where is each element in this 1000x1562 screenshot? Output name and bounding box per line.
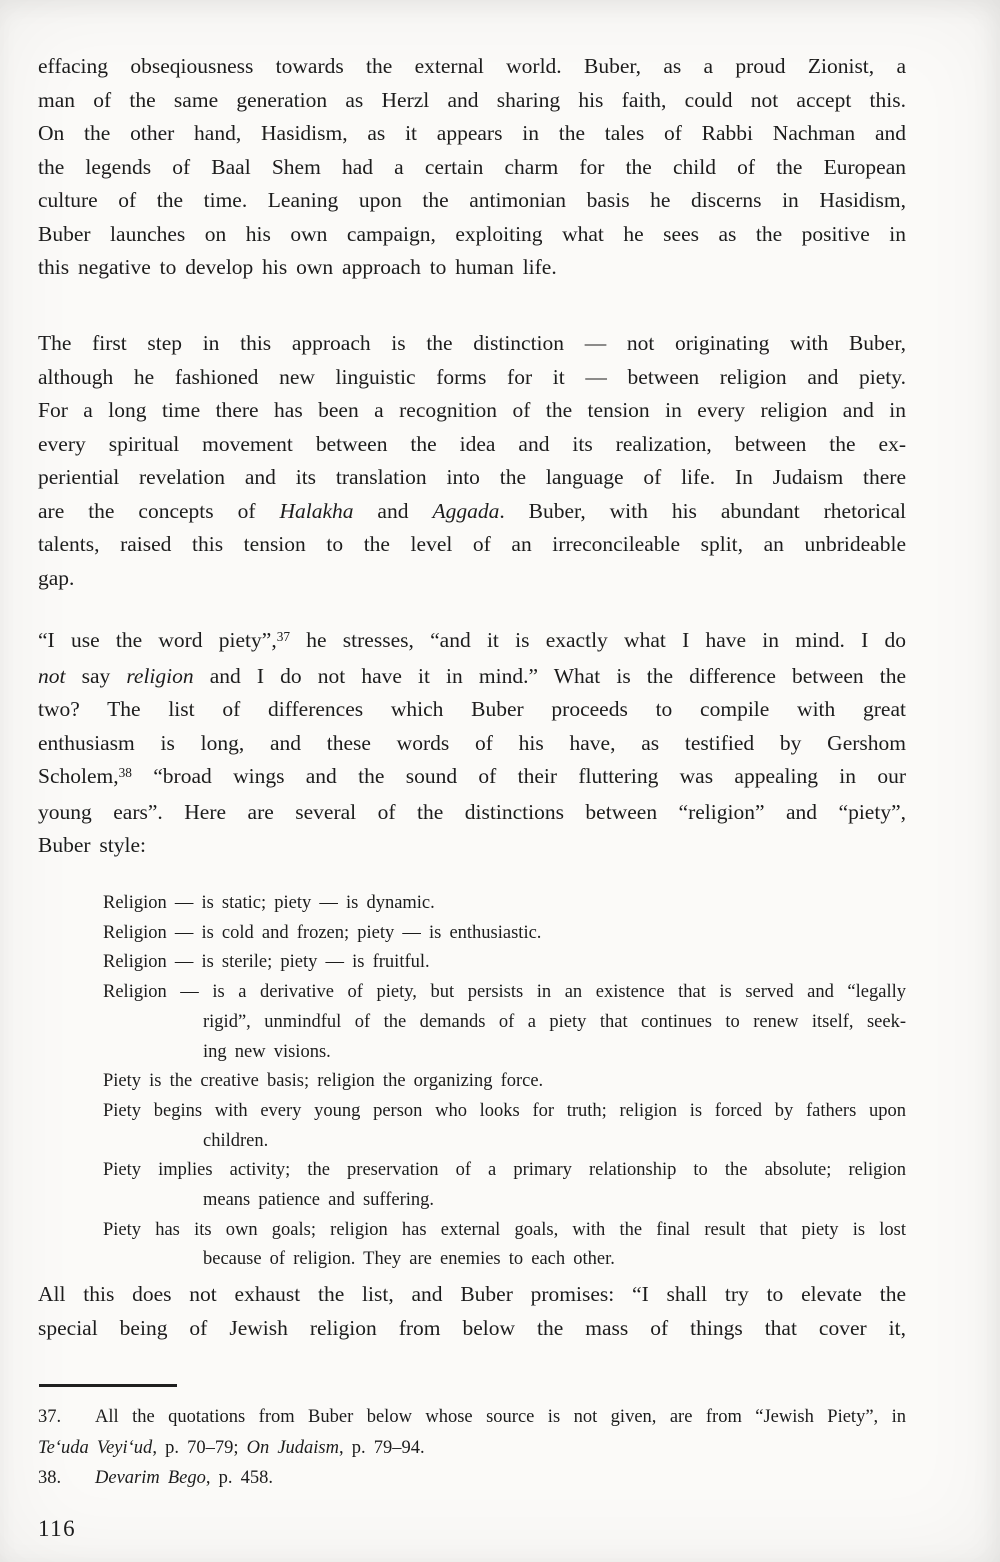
text-line: gap. bbox=[38, 565, 75, 590]
inline-text: , p. 458. bbox=[205, 1468, 273, 1488]
list-item-continuation: because of religion. They are enemies to each other. bbox=[203, 1249, 615, 1270]
inline-text: , p. 79–94. bbox=[338, 1437, 425, 1458]
text-line: the legends of Baal Shem had a certain charm for the child of the European bbox=[38, 154, 906, 179]
text-line bbox=[38, 760, 906, 796]
footnote-37 bbox=[38, 1402, 906, 1433]
italic-title: Devarim Bego bbox=[95, 1468, 206, 1488]
text-line: every spiritual movement between the idea and its realization, between the ex- bbox=[38, 431, 906, 456]
inline-text: , p. 70–79; bbox=[152, 1437, 247, 1458]
inline-text: All the quotations from Buber below whose source is not given, are from “Jewish Piety”, in bbox=[95, 1407, 906, 1427]
text-line: this negative to develop his own approach to human life. bbox=[38, 255, 557, 279]
inline-text: he stresses, “and it is exactly what I have in mind. I do bbox=[290, 628, 906, 652]
inline-text: “I use the word piety”, bbox=[38, 628, 277, 652]
list-item: Piety implies activity; the preservation of a primary relationship to the absolute; religion bbox=[103, 1160, 906, 1181]
inline-text: are the concepts of bbox=[38, 498, 280, 523]
footnote-number: 37. bbox=[38, 1407, 62, 1427]
italic-title: On Judaism bbox=[246, 1437, 339, 1458]
footnote-marker-38: 38 bbox=[118, 765, 132, 781]
inline-text: and I do not have it in mind.” What is the difference between the bbox=[193, 663, 906, 688]
list-item: Piety is the creative basis; religion the organizing force. bbox=[103, 1071, 544, 1092]
inline-text: “broad wings and the sound of their fluttering was appealing in our bbox=[131, 764, 906, 788]
list-item: Religion — is a derivative of piety, but persists in an existence that is served and “legally bbox=[103, 982, 906, 1003]
paragraph-4 bbox=[38, 1278, 906, 1345]
text-line: On the other hand, Hasidism, as it appears in the tales of Rabbi Nachman and bbox=[38, 121, 906, 145]
text-line bbox=[38, 495, 906, 529]
list-item-continuation: children. bbox=[203, 1130, 269, 1151]
list-item: Religion — is static; piety — is dynamic. bbox=[103, 893, 435, 913]
footnote-number: 38. bbox=[38, 1468, 62, 1488]
italic-title: Te‘uda Veyi‘ud bbox=[38, 1437, 153, 1458]
text-line: enthusiasm is long, and these words of his have, as testified by Gershom bbox=[38, 730, 906, 755]
list-item: Piety has its own goals; religion has external goals, with the final result that piety is lost bbox=[103, 1219, 906, 1240]
text-line: two? The list of differences which Buber proceeds to compile with great bbox=[38, 697, 906, 721]
text-line: talents, raised this tension to the level of an irreconcileable split, an unbrideable bbox=[38, 532, 906, 556]
italic-term: Halakha bbox=[279, 498, 354, 523]
list-item: Piety begins with every young person who looks for truth; religion is forced by fathers upon bbox=[103, 1100, 906, 1121]
footnote-divider bbox=[39, 1384, 177, 1387]
list-item-continuation: rigid”, unmindful of the demands of a piety that continues to renew itself, seek- bbox=[203, 1011, 906, 1032]
text-line: young ears”. Here are several of the distinctions between “religion” and “piety”, bbox=[38, 799, 906, 824]
inline-text: . Buber, with his abundant rhetorical bbox=[499, 498, 906, 523]
footnote-37-continuation bbox=[38, 1433, 906, 1464]
italic-term: not bbox=[38, 663, 66, 688]
text-line: although he fashioned new linguistic forms for it — between religion and piety. bbox=[38, 364, 906, 389]
text-line bbox=[38, 660, 906, 694]
footnotes bbox=[38, 1402, 906, 1494]
footnote-38 bbox=[38, 1463, 906, 1494]
distinctions-list bbox=[38, 889, 906, 1275]
text-line: effacing obseqiousness towards the external world. Buber, as a proud Zionist, a bbox=[38, 54, 906, 78]
footnote-marker-37: 37 bbox=[276, 629, 291, 645]
inline-text: Scholem, bbox=[38, 764, 119, 788]
list-item-continuation: ing new visions. bbox=[203, 1041, 331, 1062]
list-item-continuation: means patience and suffering. bbox=[203, 1190, 435, 1211]
text-line: special being of Jewish religion from below the mass of things that cover it, bbox=[38, 1315, 906, 1340]
text-line: For a long time there has been a recognition of the tension in every religion and in bbox=[38, 398, 906, 422]
text-line: Buber style: bbox=[38, 833, 146, 857]
paragraph-3 bbox=[38, 624, 906, 863]
inline-text: and bbox=[353, 498, 433, 523]
italic-term: religion bbox=[126, 663, 194, 688]
paragraph-2 bbox=[38, 327, 906, 595]
text-line bbox=[38, 624, 906, 660]
text-line: Buber launches on his own campaign, exploiting what he sees as the positive in bbox=[38, 221, 906, 246]
inline-text: say bbox=[65, 663, 127, 688]
italic-term: Aggada bbox=[432, 498, 500, 523]
text-line: culture of the time. Leaning upon the antimonian basis he discerns in Hasidism, bbox=[38, 188, 906, 212]
list-item: Religion — is cold and frozen; piety — is enthusiastic. bbox=[103, 922, 542, 943]
list-item: Religion — is sterile; piety — is fruitful. bbox=[103, 952, 430, 973]
page-number: 116 bbox=[38, 1516, 77, 1541]
text-line: man of the same generation as Herzl and sharing his faith, could not accept this. bbox=[38, 87, 906, 112]
text-line: The first step in this approach is the distinction — not originating with Buber, bbox=[38, 331, 906, 355]
text-line: periential revelation and its translation into the language of life. In Judaism there bbox=[38, 465, 906, 489]
text-line: All this does not exhaust the list, and Buber promises: “I shall try to elevate the bbox=[38, 1282, 906, 1306]
paragraph-1 bbox=[38, 50, 906, 285]
